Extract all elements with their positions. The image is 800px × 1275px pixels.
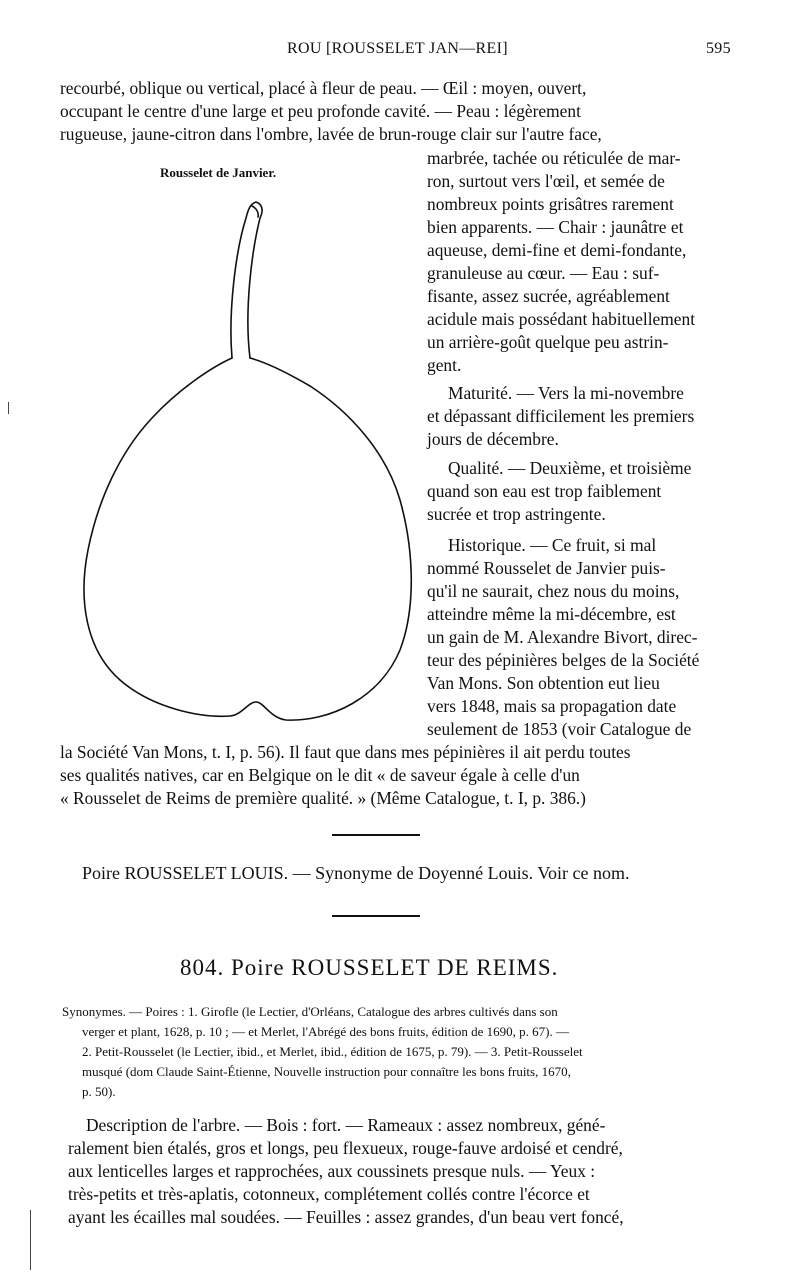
text-line: ses qualités natives, car en Belgique on le dit « de saveur égale à celle d'un <box>60 765 580 785</box>
text-line: un gain de M. Alexandre Bivort, direc- <box>427 627 698 647</box>
pear-stem <box>231 202 262 358</box>
text-line: quand son eau est trop faiblement <box>427 481 662 501</box>
text-line: Van Mons. Son obtention eut lieu <box>427 673 660 693</box>
text-line: jours de décembre. <box>427 429 559 449</box>
text-line: un arrière-goût quelque peu astrin- <box>427 332 669 352</box>
entry-title: 804. Poire ROUSSELET DE REIMS. <box>180 955 559 980</box>
text-line: rugueuse, jaune-citron dans l'ombre, lavée de brun-rouge clair sur l'autre face, <box>60 124 602 144</box>
text-line: et dépassant difficilement les premiers <box>427 406 695 426</box>
text-line: qu'il ne saurait, chez nous du moins, <box>427 581 680 601</box>
text-line: ron, surtout vers l'œil, et semée de <box>427 171 665 191</box>
synonym-entry: Poire ROUSSELET LOUIS. — Synonyme de Doyenné Louis. Voir ce nom. <box>82 863 630 883</box>
synonymes-line: musqué (dom Claude Saint-Étienne, Nouvelle instruction pour connaître les bons fruits, 1670, <box>82 1064 571 1079</box>
text-line: nombreux points grisâtres rarement <box>427 194 674 214</box>
page-number: 595 <box>706 40 731 57</box>
text-line: nommé Rousselet de Janvier puis- <box>427 558 666 578</box>
description-line: très-petits et très-aplatis, cotonneux, complétement collés contre l'écorce et <box>68 1184 590 1204</box>
text-line: marbrée, tachée ou réticulée de mar- <box>427 148 681 168</box>
text-line: recourbé, oblique ou vertical, placé à fleur de peau. — Œil : moyen, ouvert, <box>60 78 587 98</box>
scan-margin-mark <box>30 1210 31 1270</box>
text-line: gent. <box>427 355 462 375</box>
text-line: teur des pépinières belges de la Société <box>427 650 700 670</box>
running-header: ROU [ROUSSELET JAN—REI] <box>287 40 508 57</box>
description-line: aux lenticelles larges et rapprochées, aux coussinets presque nuls. — Yeux : <box>68 1161 596 1181</box>
text-line: bien apparents. — Chair : jaunâtre et <box>427 217 684 237</box>
maturite-line: Maturité. — Vers la mi-novembre <box>448 383 684 403</box>
text-line: vers 1848, mais sa propagation date <box>427 696 677 716</box>
text-line: aqueuse, demi-fine et demi-fondante, <box>427 240 687 260</box>
text-line: granuleuse au cœur. — Eau : suf- <box>427 263 660 283</box>
scan-margin-mark <box>8 402 9 414</box>
description-line: ralement bien étalés, gros et longs, peu flexueux, rouge-fauve ardoisé et cendré, <box>68 1138 623 1158</box>
text-line: acidule mais possédant habituellement <box>427 309 696 329</box>
synonymes-line: 2. Petit-Rousselet (le Lectier, ibid., et Merlet, ibid., édition de 1675, p. 79). — 3. Petit-Rousselet <box>82 1044 583 1059</box>
separator-rule <box>332 834 420 836</box>
pear-body <box>84 358 411 720</box>
separator-rule <box>332 915 420 917</box>
qualite-line: Qualité. — Deuxième, et troisième <box>448 458 692 478</box>
synonymes-line: verger et plant, 1628, p. 10 ; — et Merlet, l'Abrégé des bons fruits, édition de 1690, p. 67). — <box>82 1024 569 1039</box>
description-line: Description de l'arbre. — Bois : fort. — Rameaux : assez nombreux, géné- <box>86 1115 606 1135</box>
text-line: atteindre même la mi-décembre, est <box>427 604 676 624</box>
synonymes-line: p. 50). <box>82 1084 116 1099</box>
text-line: fisante, assez sucrée, agréablement <box>427 286 670 306</box>
text-line: occupant le centre d'une large et peu profonde cavité. — Peau : légèrement <box>60 101 581 121</box>
synonymes-line: Synonymes. — Poires : 1. Girofle (le Lectier, d'Orléans, Catalogue des arbres cultivés dans son <box>62 1004 558 1019</box>
figure-caption: Rousselet de Janvier. <box>160 165 277 180</box>
historique-line: Historique. — Ce fruit, si mal <box>448 535 657 555</box>
pear-illustration <box>60 190 420 740</box>
description-line: ayant les écailles mal soudées. — Feuilles : assez grandes, d'un beau vert foncé, <box>68 1207 624 1227</box>
text-line: « Rousselet de Reims de première qualité. » (Même Catalogue, t. I, p. 386.) <box>60 788 586 808</box>
text-line: seulement de 1853 (voir Catalogue de <box>427 719 692 739</box>
text-line: sucrée et trop astringente. <box>427 504 606 524</box>
text-line: la Société Van Mons, t. I, p. 56). Il faut que dans mes pépinières il ait perdu toutes <box>60 742 631 762</box>
